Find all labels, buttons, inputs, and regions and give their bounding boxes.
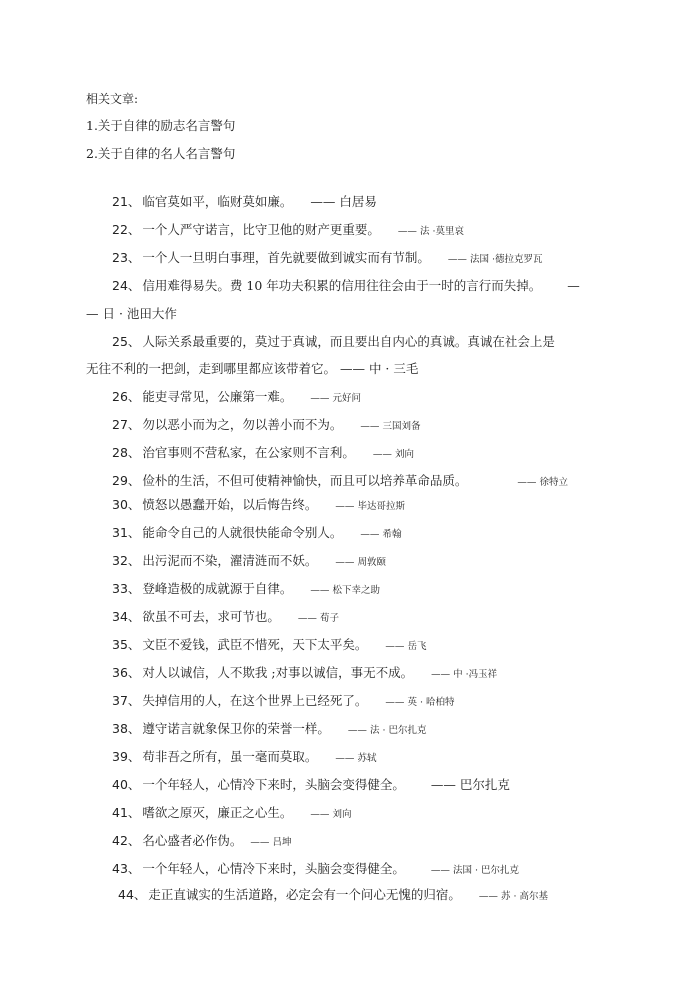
quote-number: 28、 — [112, 445, 141, 460]
quote-number: 42、 — [112, 833, 141, 848]
quote-number: 27、 — [112, 417, 141, 432]
quote-continuation: — 日 · 池田大作 — [86, 306, 177, 321]
quote-number: 43、 — [112, 861, 141, 876]
quote-text: 能命令自己的人就很快能命令别人。 — [142, 525, 343, 540]
quote-number: 32、 — [112, 553, 141, 568]
quote-number: 24、 — [112, 278, 141, 293]
quote-text: 登峰造极的成就源于自律。 — [142, 581, 293, 596]
quote-author: —— 周敦颐 — [335, 557, 386, 568]
quote-author: —— 徐特立 — [517, 477, 568, 488]
quote-author: —— 三国刘备 — [360, 421, 421, 432]
quote-author: —— 苏轼 — [335, 753, 377, 764]
quote-author: —— 元好问 — [310, 393, 361, 404]
quote-continuation: 无往不利的一把剑，走到哪里都应该带着它。 —— 中 · 三毛 — [86, 361, 419, 376]
quote-author: —— 中 ·冯玉祥 — [431, 669, 498, 680]
quote-author: —— 白居易 — [310, 194, 377, 209]
quote-author: —— 刘向 — [310, 809, 352, 820]
related-article-link[interactable]: 1.关于自律的励志名言警句 — [86, 118, 236, 133]
related-article-link[interactable]: 2.关于自律的名人名言警句 — [86, 146, 236, 161]
quote-number: 39、 — [112, 749, 141, 764]
quote-text: 失掉信用的人，在这个世界上已经死了。 — [142, 693, 368, 708]
quote-text: 遵守诺言就象保卫你的荣誉一样。 — [142, 721, 330, 736]
quote-author: —— 英 · 哈柏特 — [385, 697, 455, 708]
quote-number: 44、 — [118, 887, 147, 902]
quote-text: 勿以恶小而为之，勿以善小而不为。 — [142, 417, 343, 432]
quote-item — [112, 387, 361, 405]
quote-item — [112, 803, 351, 821]
quote-text: 文臣不爱钱，武臣不惜死，天下太平矣。 — [142, 637, 368, 652]
quote-author: —— 毕达哥拉斯 — [335, 501, 405, 512]
quote-item — [112, 192, 377, 210]
quote-author: —— 松下幸之助 — [310, 585, 380, 596]
quote-text: 一个年轻人，心情冷下来时，头脑会变得健全。 — [142, 777, 405, 792]
quote-text: 临官莫如平，临财莫如廉。 — [142, 194, 293, 209]
quote-item — [112, 691, 455, 709]
quote-author: —— 荀子 — [297, 613, 339, 624]
quote-item — [112, 551, 386, 569]
quote-item — [112, 415, 420, 433]
quote-item — [112, 719, 427, 737]
quote-number: 41、 — [112, 805, 141, 820]
quote-author: —— 法 ·莫里哀 — [397, 226, 464, 237]
related-articles-heading: 相关文章: — [86, 92, 139, 106]
quote-text: 走正直诚实的生活道路，必定会有一个问心无愧的归宿。 — [148, 887, 461, 902]
quote-item — [112, 332, 555, 350]
quote-text: 一个年轻人，心情冷下来时，头脑会变得健全。 — [142, 861, 405, 876]
quote-item — [112, 663, 497, 681]
quote-text: 治官事则不营私家，在公家则不言利。 — [142, 445, 355, 460]
quote-author: —— 吕坤 — [250, 837, 292, 848]
quote-text: 苟非吾之所有，虽一毫而莫取。 — [142, 749, 318, 764]
quote-text: 出污泥而不染，濯清涟而不妖。 — [142, 553, 318, 568]
quote-number: 22、 — [112, 222, 141, 237]
quote-number: 40、 — [112, 777, 141, 792]
quote-item — [112, 579, 380, 597]
quote-author: — — [567, 278, 580, 293]
quote-item — [118, 885, 548, 903]
quote-item — [112, 635, 426, 653]
quote-item — [112, 775, 510, 793]
quote-number: 33、 — [112, 581, 141, 596]
quote-number: 36、 — [112, 665, 141, 680]
quote-text: 嗜欲之原灭，廉正之心生。 — [142, 805, 293, 820]
quote-item — [112, 443, 414, 461]
quote-text: 名心盛者必作伪。 — [142, 833, 243, 848]
quote-author: —— 希翰 — [360, 529, 402, 540]
quote-number: 37、 — [112, 693, 141, 708]
quote-author: —— 法 · 巴尔扎克 — [347, 725, 427, 736]
quote-text: 人际关系最重要的，莫过于真诚，而且要出自内心的真诚。真诚在社会上是 — [142, 334, 555, 349]
quote-item — [112, 831, 291, 849]
quote-number: 23、 — [112, 250, 141, 265]
quote-text: 俭朴的生活，不但可使精神愉快，而且可以培养革命品质。 — [142, 473, 468, 488]
quote-number: 25、 — [112, 334, 141, 349]
quote-number: 31、 — [112, 525, 141, 540]
quote-number: 34、 — [112, 609, 141, 624]
quote-number: 30、 — [112, 497, 141, 512]
quote-number: 35、 — [112, 637, 141, 652]
quote-text: 对人以诚信，人不欺我 ;对事以诚信，事无不成。 — [142, 665, 414, 680]
quote-author: —— 法国 · 巴尔扎克 — [430, 865, 520, 876]
quote-text: 信用难得易失。费 10 年功夫积累的信用往往会由于一时的言行而失掉。 — [142, 278, 542, 293]
quote-text: 欲虽不可去，求可节也。 — [142, 609, 280, 624]
quote-author: —— 巴尔扎克 — [430, 777, 510, 792]
quote-number: 29、 — [112, 473, 141, 488]
quote-text: 愤怒以愚蠢开始，以后悔告终。 — [142, 497, 318, 512]
quote-author: —— 苏 · 高尔基 — [478, 891, 549, 902]
quote-text: 一个人严守诺言，比守卫他的财产更重要。 — [142, 222, 380, 237]
quote-number: 38、 — [112, 721, 141, 736]
quote-item — [112, 495, 405, 513]
quote-item — [112, 859, 519, 877]
quote-item — [112, 607, 339, 625]
quote-item — [112, 220, 464, 238]
quote-text: 能吏寻常见，公廉第一难。 — [142, 389, 293, 404]
quote-number: 26、 — [112, 389, 141, 404]
quote-author: —— 法国 ·德拉克罗瓦 — [447, 254, 543, 265]
quote-item — [112, 747, 376, 765]
quote-author: —— 刘向 — [372, 449, 414, 460]
quote-item — [112, 248, 542, 266]
quote-number: 21、 — [112, 194, 141, 209]
quote-item — [112, 523, 401, 541]
quote-item — [112, 471, 568, 489]
quote-author: —— 岳飞 — [385, 641, 427, 652]
quote-text: 一个人一旦明白事理，首先就要做到诚实而有节制。 — [142, 250, 430, 265]
quote-item — [112, 276, 580, 294]
